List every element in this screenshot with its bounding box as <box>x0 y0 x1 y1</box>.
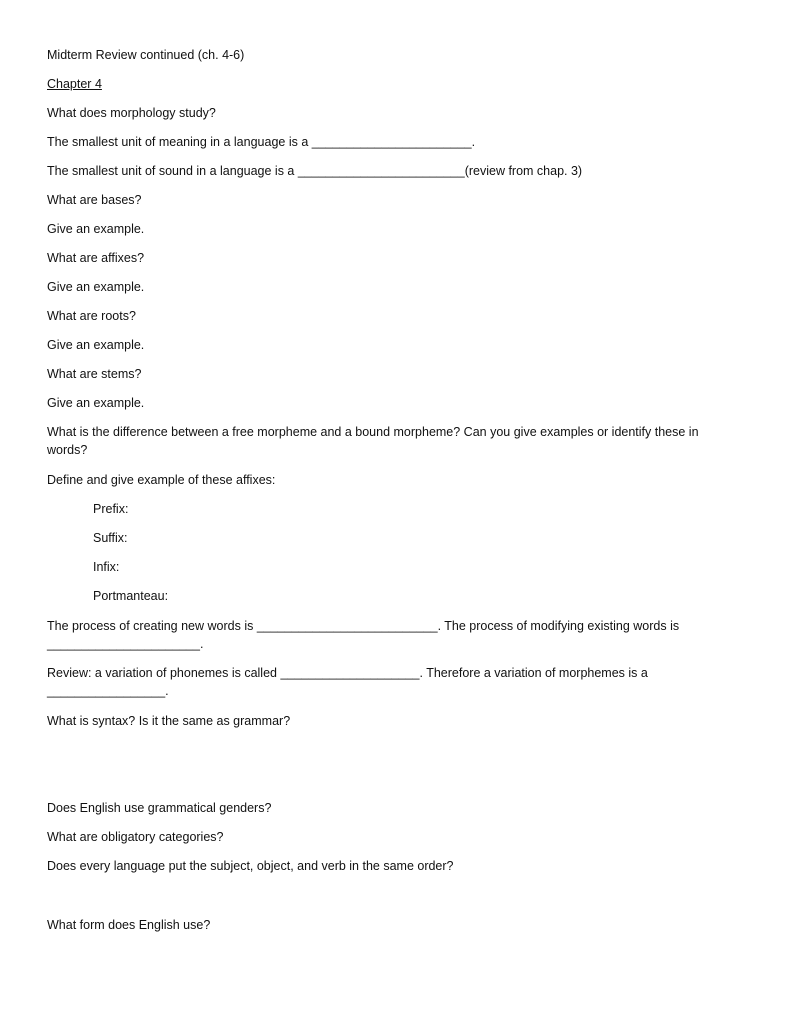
question-bases: What are bases? <box>47 193 142 207</box>
question-smallest-sound: The smallest unit of sound in a language is a ________________________(review from chap. 3) <box>47 164 583 178</box>
question-english-form: What form does English use? <box>47 918 211 932</box>
prompt-example-affixes: Give an example. <box>47 280 145 294</box>
question-define-affixes: Define and give example of these affixes: <box>47 473 276 487</box>
question-roots: What are roots? <box>47 309 136 323</box>
question-morphology: What does morphology study? <box>47 106 216 120</box>
question-grammatical-genders: Does English use grammatical genders? <box>47 801 272 815</box>
question-obligatory-categories: What are obligatory categories? <box>47 830 224 844</box>
document-title: Midterm Review continued (ch. 4-6) <box>47 48 245 62</box>
affix-infix: Infix: <box>93 560 120 574</box>
affix-suffix: Suffix: <box>93 531 128 545</box>
question-syntax: What is syntax? Is it the same as grammar? <box>47 714 291 728</box>
prompt-example-bases: Give an example. <box>47 222 145 236</box>
question-word-process: The process of creating new words is __________________________. The process of modifying existing words is ______________________. <box>47 619 680 651</box>
question-word-order: Does every language put the subject, object, and verb in the same order? <box>47 859 454 873</box>
question-stems: What are stems? <box>47 367 142 381</box>
chapter-heading: Chapter 4 <box>47 77 102 91</box>
question-smallest-meaning: The smallest unit of meaning in a language is a _______________________. <box>47 135 476 149</box>
prompt-example-stems: Give an example. <box>47 396 145 410</box>
affix-portmanteau: Portmanteau: <box>93 589 169 603</box>
affix-prefix: Prefix: <box>93 502 129 516</box>
question-review-variation: Review: a variation of phonemes is called ____________________. Therefore a variation of morphemes is a _________________. <box>47 666 648 698</box>
prompt-example-roots: Give an example. <box>47 338 145 352</box>
question-free-bound-morpheme: What is the difference between a free morpheme and a bound morpheme? Can you give examples or identify these in words? <box>47 425 699 457</box>
question-affixes: What are affixes? <box>47 251 145 265</box>
